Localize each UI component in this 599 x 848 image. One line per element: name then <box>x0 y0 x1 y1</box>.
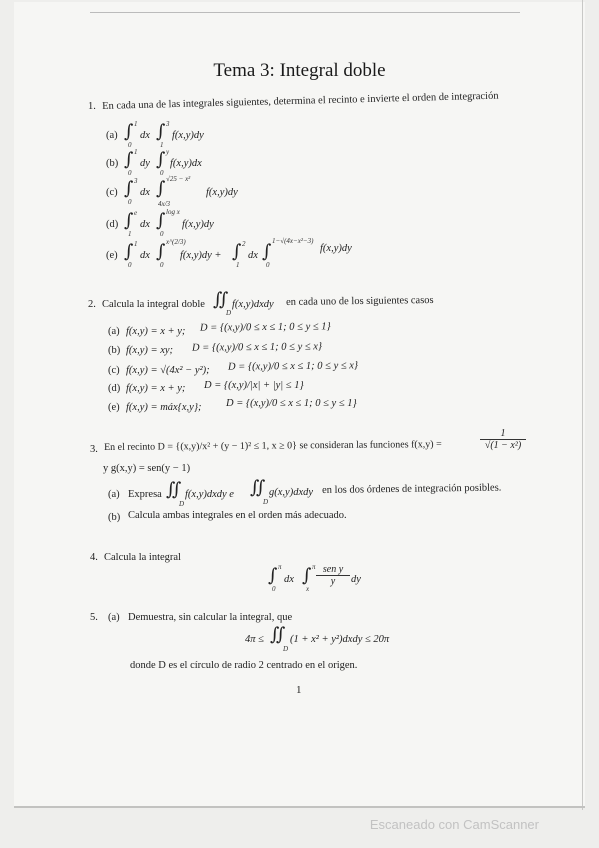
integrand: f(x,y)dy + <box>180 250 222 261</box>
q2-number: 2. <box>88 299 96 310</box>
q1a-label: (a) <box>106 130 118 141</box>
q3b-statement: Calcula ambas integrales en el orden más adecuado. <box>128 510 347 521</box>
q2b-region: D = {(x,y)/0 ≤ x ≤ 1; 0 ≤ y ≤ x} <box>191 341 323 354</box>
lower-limit: 0 <box>160 169 164 177</box>
integral-sign: ∫ <box>156 241 166 262</box>
integrand: f(x,y)dxdy <box>232 299 274 310</box>
integrand: f(x,y)dy <box>182 219 214 230</box>
region-subscript: D <box>283 645 289 653</box>
upper-limit: 1 <box>134 240 138 248</box>
q3-statement: En el recinto D = {(x,y)/x² + (y − 1)² ≤ 1, x ≥ 0} se consideran las funciones f(x,y) = <box>104 439 442 453</box>
integral-sign: ∫ <box>124 241 134 262</box>
q2-statement-end: en cada uno de los siguientes casos <box>286 294 434 308</box>
differential: dx <box>248 250 258 261</box>
page-number: 1 <box>296 684 302 696</box>
upper-limit: log x <box>166 208 180 216</box>
scan-right-edge <box>582 0 583 810</box>
q2e-function: f(x,y) = máx{x,y}; <box>126 402 202 413</box>
numerator: 1 <box>480 428 526 440</box>
q2-statement-start: Calcula la integral doble <box>102 299 205 310</box>
denominator: y <box>330 576 336 587</box>
differential: dy <box>351 574 361 585</box>
lower-limit: 0 <box>128 141 132 149</box>
integral-sign: ∫ <box>124 121 134 142</box>
q3-number: 3. <box>90 444 98 455</box>
q2e-label: (e) <box>108 402 120 413</box>
denominator: √(1 − x²) <box>484 440 522 451</box>
q3-second-function: y g(x,y) = sen(y − 1) <box>103 463 191 474</box>
lower-limit: 1 <box>160 141 164 149</box>
lower-limit: 1 <box>236 261 240 269</box>
q5a-label: (a) <box>108 612 120 623</box>
double-integral-sign: ∬ <box>213 289 229 310</box>
region-subscript: D <box>226 309 232 317</box>
upper-limit: 3 <box>134 177 138 185</box>
q2e-region: D = {(x,y)/0 ≤ x ≤ 1; 0 ≤ y ≤ 1} <box>226 398 357 409</box>
differential: dx <box>140 187 150 198</box>
region-subscript: D <box>179 500 185 508</box>
differential: dx <box>284 574 294 585</box>
q1e-label: (e) <box>106 250 118 261</box>
integral-sign: ∫ <box>156 210 166 231</box>
region-subscript: D <box>263 498 269 506</box>
page-title: Tema 3: Integral doble <box>213 60 386 81</box>
q4-number: 4. <box>90 552 98 563</box>
integral-sign: ∫ <box>156 149 166 170</box>
q3b-label: (b) <box>108 512 121 523</box>
upper-limit: 1 <box>134 120 138 128</box>
integral-sign: ∫ <box>124 149 134 170</box>
lower-limit: 0 <box>272 585 276 593</box>
q2b-function: f(x,y) = xy; <box>126 345 174 356</box>
integral-sign: ∫ <box>262 241 272 262</box>
q2b-label: (b) <box>108 345 121 356</box>
differential: dx <box>140 219 150 230</box>
upper-limit: 2 <box>242 240 246 248</box>
q1-number: 1. <box>88 101 96 112</box>
q3a-statement-end: en los dos órdenes de integración posibles. <box>322 482 502 496</box>
q2d-label: (d) <box>108 383 121 394</box>
q5-inequality: (1 + x² + y²)dxdy ≤ 20π <box>290 634 390 645</box>
q5-region-description: donde D es el círculo de radio 2 centrado en el origen. <box>130 660 358 671</box>
q2c-label: (c) <box>108 365 120 376</box>
upper-limit: e <box>134 209 138 217</box>
integral-sign: ∫ <box>124 210 134 231</box>
q1-statement: En cada una de las integrales siguientes, determina el recinto e invierte el orden de integración <box>102 90 499 112</box>
upper-limit: √25 − x² <box>166 175 191 183</box>
lower-limit: x <box>306 585 310 593</box>
integral-sign: ∫ <box>156 178 166 199</box>
q3-fraction <box>480 428 526 451</box>
lower-limit: 0 <box>160 261 164 269</box>
integrand: f(x,y)dy <box>172 130 204 141</box>
q3a-label: (a) <box>108 489 120 500</box>
q5-lower-bound: 4π ≤ <box>245 634 264 645</box>
differential: dy <box>140 158 150 169</box>
upper-limit: y <box>166 148 170 156</box>
lower-limit: 0 <box>128 261 132 269</box>
q1d-label: (d) <box>106 219 119 230</box>
q3a-integral-f: f(x,y)dxdy e <box>185 489 234 500</box>
scan-bottom-edge <box>14 806 585 808</box>
integrand: f(x,y)dx <box>170 158 202 169</box>
q1b-label: (b) <box>106 158 119 169</box>
upper-limit: π <box>278 563 282 571</box>
scan-top-edge <box>90 12 520 13</box>
upper-limit: 3 <box>166 120 170 128</box>
scanner-watermark: Escaneado con CamScanner <box>369 817 539 832</box>
q2d-function: f(x,y) = x + y; <box>126 383 186 394</box>
integral-sign: ∫ <box>302 565 312 586</box>
integrand: f(x,y)dy <box>320 243 352 254</box>
q3a-expresa: Expresa <box>128 489 162 500</box>
lower-limit: 4x/3 <box>158 200 171 208</box>
upper-limit: 1−√(4x−x²−3) <box>272 237 314 245</box>
differential: dx <box>140 250 150 261</box>
upper-limit: x^(2/3) <box>166 238 186 246</box>
lower-limit: 0 <box>160 230 164 238</box>
q2a-region: D = {(x,y)/0 ≤ x ≤ 1; 0 ≤ y ≤ 1} <box>199 321 331 334</box>
lower-limit: 0 <box>128 169 132 177</box>
q2a-function: f(x,y) = x + y; <box>126 326 186 337</box>
lower-limit: 1 <box>128 230 132 238</box>
upper-limit: π <box>312 563 316 571</box>
differential: dx <box>140 130 150 141</box>
q1c-label: (c) <box>106 187 118 198</box>
integral-sign: ∫ <box>268 565 278 586</box>
q4-fraction <box>316 564 350 587</box>
integral-sign: ∫ <box>232 241 242 262</box>
integral-sign: ∫ <box>156 121 166 142</box>
lower-limit: 0 <box>266 261 270 269</box>
q2c-function: f(x,y) = √(4x² − y²); <box>126 365 210 376</box>
numerator: sen y <box>316 564 350 576</box>
integral-sign: ∫ <box>124 178 134 199</box>
integrand: f(x,y)dy <box>206 187 238 198</box>
double-integral-sign: ∬ <box>250 477 266 498</box>
q2c-region: D = {(x,y)/0 ≤ x ≤ 1; 0 ≤ y ≤ x} <box>227 360 359 373</box>
lower-limit: 0 <box>128 198 132 206</box>
q2d-region: D = {(x,y)/|x| + |y| ≤ 1} <box>204 380 304 391</box>
q5-statement: Demuestra, sin calcular la integral, que <box>128 612 293 623</box>
q2a-label: (a) <box>108 326 120 337</box>
upper-limit: 1 <box>134 148 138 156</box>
double-integral-sign: ∬ <box>270 624 286 645</box>
q4-statement: Calcula la integral <box>104 552 181 563</box>
double-integral-sign: ∬ <box>166 479 182 500</box>
q3a-integral-g: g(x,y)dxdy <box>269 487 314 498</box>
q5-number: 5. <box>90 612 98 623</box>
